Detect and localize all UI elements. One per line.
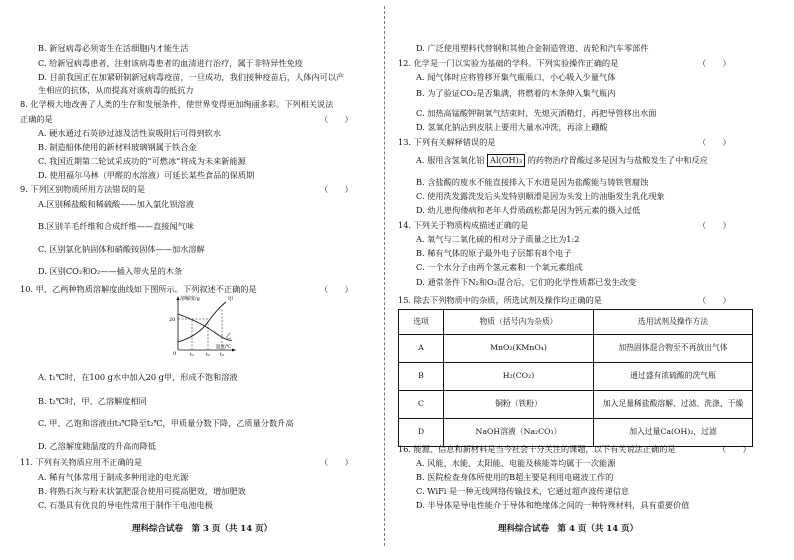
x-tick-t2: t₂ <box>206 352 211 356</box>
q10-stem: 10. 甲、乙两种物质溶解度曲线如下图所示。下列叙述不正确的是 <box>20 284 257 294</box>
page-footer-3: 理科综合试卷 第 3 页（共 14 页） <box>132 524 273 534</box>
table-row <box>399 419 753 447</box>
table-header-cell: 选项 <box>399 310 444 335</box>
q8-answer-blank: （ ） <box>320 114 353 124</box>
q12-option-c: C. 加热高锰酸钾制氧气结束时，先熄灭酒精灯，再把导管移出水面 <box>416 108 657 118</box>
x-axis-arrow <box>232 349 236 352</box>
aluminium-hydroxide-formula: Al(OH)₃ <box>487 154 525 167</box>
q7-option-d-cont: 生相应的抗体，从而提高对该病毒的抵抗力 <box>38 85 194 95</box>
q15-answer-blank: （ ） <box>698 295 731 305</box>
x-axis-label: 温度/℃ <box>216 345 232 350</box>
q12-option-d: D. 氢氧化钠沾到皮肤上要用大量水冲洗，再涂上硼酸 <box>416 122 608 132</box>
table-cell: 铜粉（铁粉） <box>444 391 594 419</box>
curve-yi <box>178 314 232 340</box>
page-footer-4: 理科综合试卷 第 4 页（共 14 页） <box>498 524 639 534</box>
q9-option-c: C. 区别氯化钠固体和硝酸铵固体——加水溶解 <box>38 244 205 254</box>
q16-option-a: A. 风能、水能、太阳能、电能及核能等均属于一次能源 <box>416 458 616 468</box>
table-header-cell: 物质（括号内为杂质） <box>444 310 594 335</box>
table-cell: B <box>399 363 444 391</box>
q13-option-d: D. 幼儿患佝偻病和老年人骨质疏松都是因为钙元素的摄入过低 <box>416 205 641 215</box>
solubility-curve-figure <box>168 292 238 356</box>
table-cell: 加入过量Ca(OH)₂，过滤 <box>594 419 753 447</box>
table-cell: 通过盛有浓硫酸的洗气瓶 <box>594 363 753 391</box>
q10-option-d: D. 乙溶解度随温度的升高而降低 <box>38 441 156 451</box>
q10-option-a: A. t₁℃时，在100 g水中加入20 g甲，形成不饱和溶液 <box>38 372 238 382</box>
q8-option-c: C. 我国近期第二轮试采成功的“可燃冰”将成为未来新能源 <box>38 156 246 166</box>
q13-option-a <box>416 154 708 167</box>
q11-option-c: C. 石墨具有优良的导电性常用于制作干电池电极 <box>38 500 213 510</box>
q8-stem-cont: 正确的是 <box>20 114 53 124</box>
q9-stem: 9. 下列区别物质所用方法错误的是 <box>20 184 146 194</box>
q8-stem: 8. 化学极大地改善了人类的生存和发展条件，使世界变得更加绚丽多彩。下列相关说法 <box>20 99 334 109</box>
q10-answer-blank: （ ） <box>320 284 353 294</box>
q8-option-b: B. 制造船体使用的新材料玻璃钢属于铁合金 <box>38 142 197 152</box>
q13-option-a-lead: A. 服用含氢氧化铝 <box>416 155 485 165</box>
q12-option-b: B. 为了验证CO₂是否集满，将燃着的木条伸入集气瓶内 <box>416 88 616 98</box>
q16-option-d: D. 半导体是导电性能介于导体和绝缘体之间的一种特殊材料，具有重要价值 <box>416 500 690 510</box>
q16-stem: 16. 能源、信息和新材料是当今社会十分关注的课题，以下有关说法正确的是 <box>398 444 676 454</box>
q11-stem: 11. 下列有关物质应用不正确的是 <box>20 457 143 467</box>
q9-option-a: A.区别稀盐酸和稀硫酸——加入氯化钡溶液 <box>38 199 194 209</box>
q16-option-b: B. 医院检查身体所使用的B超主要是利用电磁波工作的 <box>416 472 614 482</box>
table-header-row <box>399 310 753 335</box>
table-row <box>399 391 753 419</box>
q14-stem: 14. 下列关于物质构成描述正确的是 <box>398 220 529 230</box>
table-header-cell: 选用试剂及操作方法 <box>594 310 753 335</box>
q10-option-b: B. t₂℃时，甲、乙溶解度相同 <box>38 396 147 406</box>
table-cell: 加热固体混合物至不再放出气体 <box>594 335 753 363</box>
q11-option-d: D. 广泛使用塑料代替钢和其他合金制造管道、齿轮和汽车零部件 <box>416 43 649 53</box>
q9-option-d: D. 区别CO₂和O₂——插入带火星的木条 <box>38 266 183 276</box>
table-cell: H₂(CO₂) <box>444 363 594 391</box>
q9-option-b: B.区别羊毛纤维和合成纤维——直接闻气味 <box>38 221 194 231</box>
q14-option-d: D. 通常条件下N₂和O₂混合后，它们的化学性质都已发生改变 <box>416 277 637 287</box>
q8-option-a: A. 硬水通过石英砂过滤及活性炭吸附后可得到软水 <box>38 128 222 138</box>
table-row <box>399 335 753 363</box>
q14-option-b: B. 稀有气体的原子最外电子层都有8个电子 <box>416 248 572 258</box>
table-cell: NaOH溶液（Na₂CO₃） <box>444 419 594 447</box>
q13-option-c: C. 使用洗发露洗发后头发特别顺滑是因为头发上的油脂发生乳化现象 <box>416 191 665 201</box>
q12-option-a: A. 闻气体时应将管移开集气瓶瓶口，小心吸入少量气体 <box>416 72 616 82</box>
y-axis-label: 溶解度/g <box>180 296 200 302</box>
x-tick-t1: t₁ <box>190 352 195 356</box>
table-row <box>399 363 753 391</box>
curve-label-jia: 甲 <box>228 297 234 303</box>
x-tick-t3: t₃ <box>220 352 225 356</box>
q12-stem: 12. 化学是一门以实验为基础的学科。下列实验操作正确的是 <box>398 58 619 68</box>
q8-option-d: D. 使用福尔马林（甲醛的水溶液）可延长某些食品的保质期 <box>38 170 255 180</box>
q13-answer-blank: （ ） <box>698 137 731 147</box>
q14-option-c: C. 一个水分子由两个氢元素和一个氧元素组成 <box>416 262 583 272</box>
origin-label: 0 <box>173 351 177 356</box>
q10-option-c: C. 甲、乙饱和溶液由t₃℃降至t₂℃，甲质量分数下降，乙质量分数升高 <box>38 418 294 428</box>
q11-option-a: A. 稀有气体常用于制成多种用途的电光源 <box>38 472 189 482</box>
table-cell: C <box>399 391 444 419</box>
q14-answer-blank: （ ） <box>698 220 731 230</box>
q7-option-d: D. 目前我国正在加紧研制新冠病毒疫苗，一旦成功，我们接种疫苗后，人体内可以产 <box>38 72 345 82</box>
q15-options-table <box>398 309 753 447</box>
q13-stem: 13. 下列有关解释错误的是 <box>398 137 496 147</box>
q11-option-b: B. 将熟石灰与粉末状氯肥混合使用可提高肥效，增加肥效 <box>38 486 246 496</box>
q12-answer-blank: （ ） <box>698 58 731 68</box>
table-cell: D <box>399 419 444 447</box>
q11-answer-blank: （ ） <box>320 457 353 467</box>
q13-option-b: B. 含盐酸的废水不能直接排入下水道是因为盐酸能与铸铁管腐蚀 <box>416 177 649 187</box>
table-cell: MnO₂(KMnO₄) <box>444 335 594 363</box>
q9-answer-blank: （ ） <box>320 184 353 194</box>
q16-option-c: C. WiFi 是一种无线网络传输技术，它通过超声波传递信息 <box>416 486 630 496</box>
y-tick-20: 20 <box>169 317 176 323</box>
q15-stem: 15. 除去下列物质中的杂质，所选试剂及操作均正确的是 <box>398 295 602 305</box>
q7-option-c: C. 给新冠病毒患者，注射该病毒患者的血清进行治疗，属于非特异性免疫 <box>38 58 303 68</box>
table-cell: A <box>399 335 444 363</box>
q16-answer-blank: （ ） <box>718 444 751 454</box>
table-cell: 加入足量稀盐酸溶解、过滤、洗涤、干燥 <box>594 391 753 419</box>
q7-option-b: B. 新冠病毒必须寄生在活细胞内才能生活 <box>38 43 189 53</box>
page-3-column <box>20 0 395 560</box>
page-4-column <box>398 0 773 560</box>
curve-jia <box>178 302 226 342</box>
curve-label-yi: 乙 <box>226 334 232 340</box>
q14-option-a: A. 氧气与二氧化硫的相对分子质量之比为1:2 <box>416 234 580 244</box>
q13-option-a-tail: 的药物治疗胃酸过多是因为与盐酸发生了中和反应 <box>527 155 708 165</box>
